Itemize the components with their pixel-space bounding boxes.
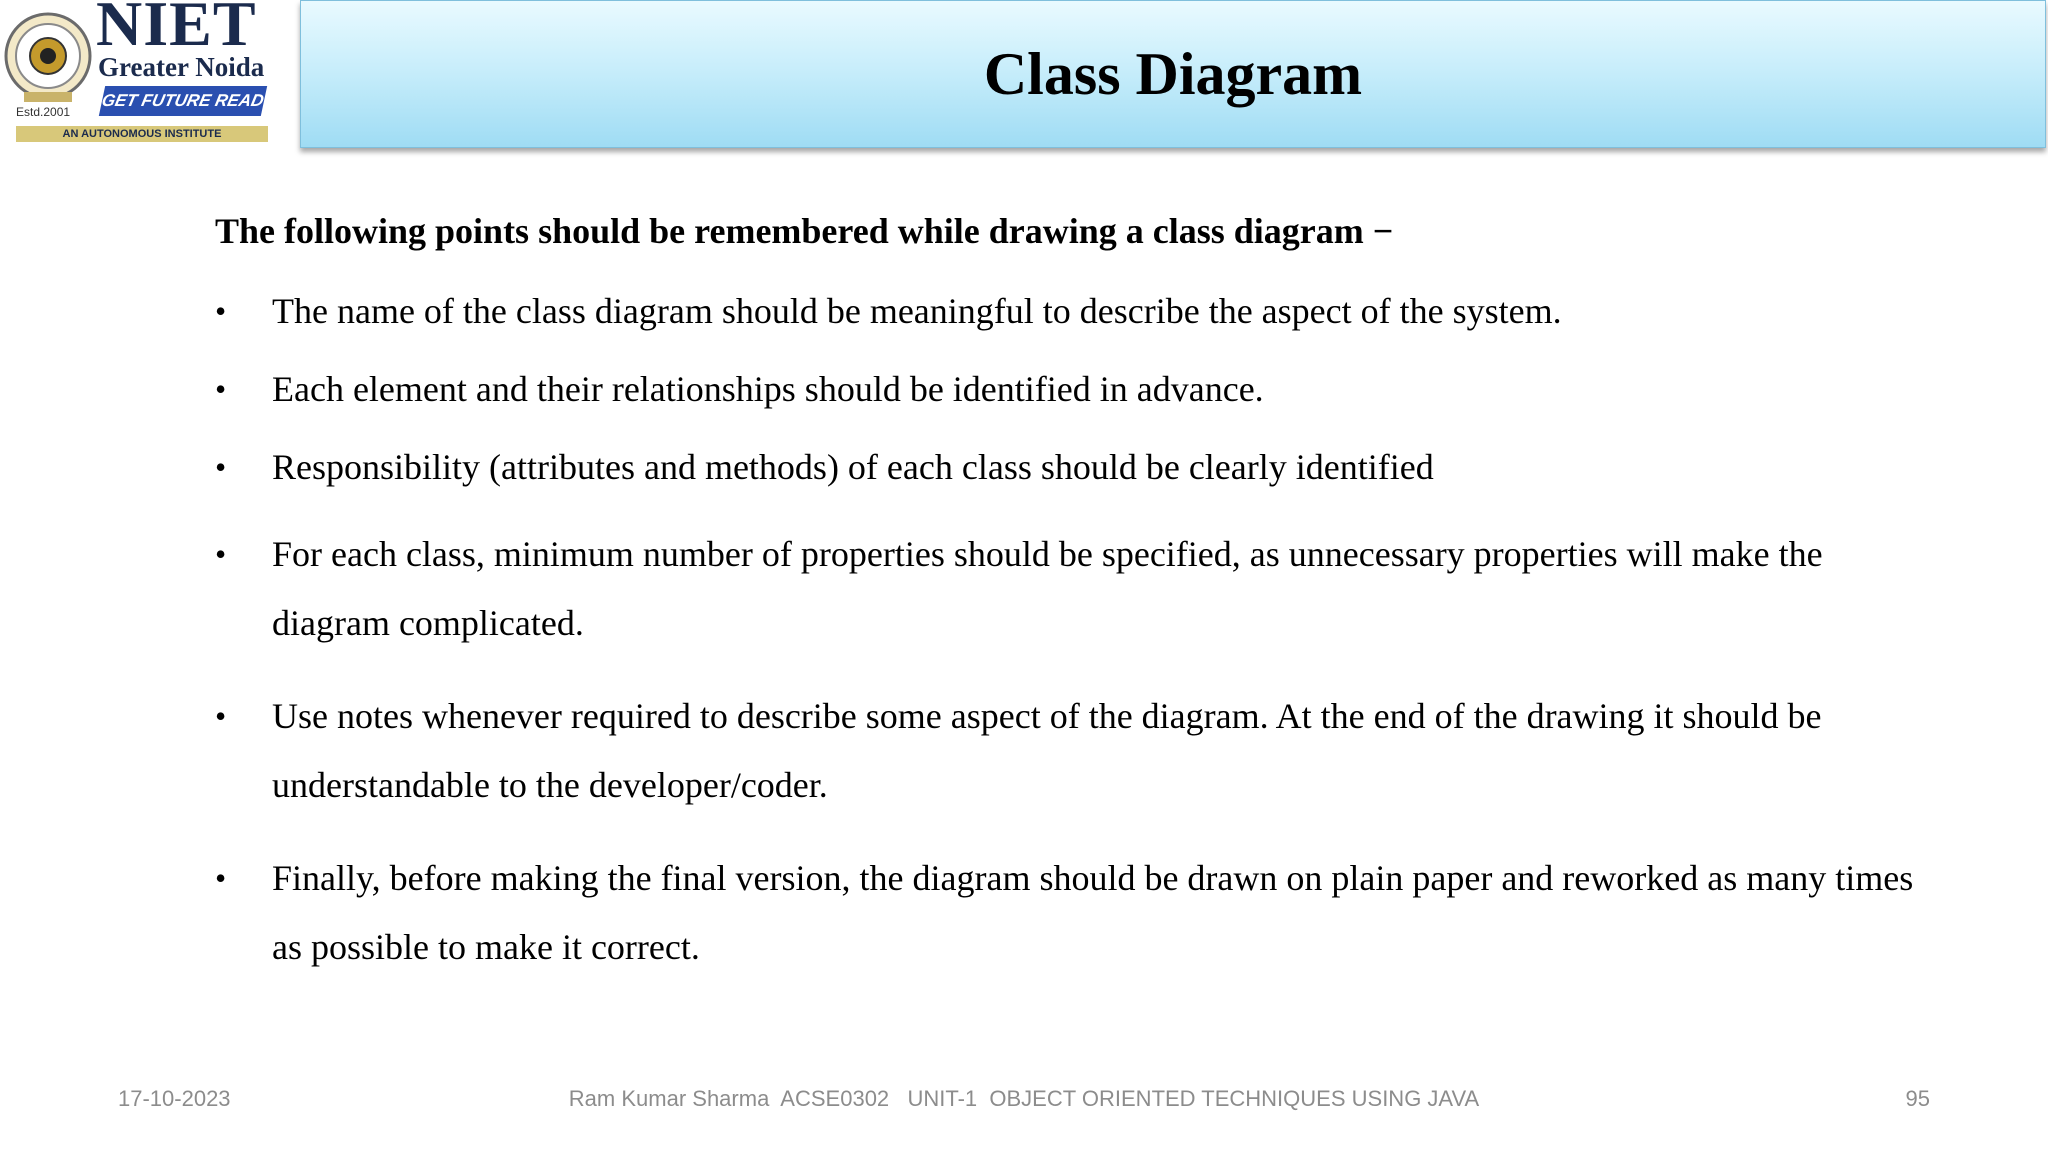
bullet-text: Responsibility (attributes and methods) of each class should be clearly identified xyxy=(272,447,1434,487)
footer-course-info: Ram Kumar Sharma ACSE0302 UNIT-1 OBJECT ORIENTED TECHNIQUES USING JAVA xyxy=(568,1086,1480,1111)
bullet-item xyxy=(215,286,1935,336)
intro-text: The following points should be remembered while drawing a class diagram − xyxy=(215,211,1394,251)
bullet-icon: • xyxy=(215,449,227,485)
footer-date: 17-10-2023 xyxy=(118,1086,231,1111)
logo-status-bar: AN AUTONOMOUS INSTITUTE xyxy=(16,126,268,142)
bullet-icon: • xyxy=(215,293,227,329)
bullet-icon: • xyxy=(215,371,227,407)
slide-title: Class Diagram xyxy=(983,41,1363,107)
logo-tagline: GET FUTURE READY xyxy=(99,86,267,116)
bullet-icon: • xyxy=(215,536,227,572)
logo-name: NIET xyxy=(96,0,257,59)
bullet-text: The name of the class diagram should be meaningful to describe the aspect of the system. xyxy=(272,291,1562,331)
institute-logo xyxy=(2,0,277,146)
bullet-icon: • xyxy=(215,698,227,734)
logo-city: Greater Noida xyxy=(98,52,265,82)
logo-established: Estd.2001 xyxy=(16,105,71,119)
bullet-text: Use notes whenever required to describe some aspect of the diagram. At the end of the drawing it should be understandable to the developer/coder. xyxy=(272,696,1822,805)
footer-page-number: 95 xyxy=(1905,1086,1930,1111)
bullet-item xyxy=(215,520,1935,658)
bullet-text: For each class, minimum number of properties should be specified, as unnecessary properties will make the diagram complicated. xyxy=(272,534,1823,643)
bullet-icon: • xyxy=(215,860,227,896)
bullet-item xyxy=(215,844,1935,982)
bullet-item xyxy=(215,442,1935,492)
bullet-list xyxy=(215,286,1935,1006)
bullet-item xyxy=(215,682,1935,820)
bullet-text: Each element and their relationships should be identified in advance. xyxy=(272,369,1264,409)
bullet-text: Finally, before making the final version, the diagram should be drawn on plain paper and reworked as many times as possible to make it correct. xyxy=(272,858,1914,967)
bullet-item xyxy=(215,364,1935,414)
title-banner xyxy=(300,0,2046,148)
